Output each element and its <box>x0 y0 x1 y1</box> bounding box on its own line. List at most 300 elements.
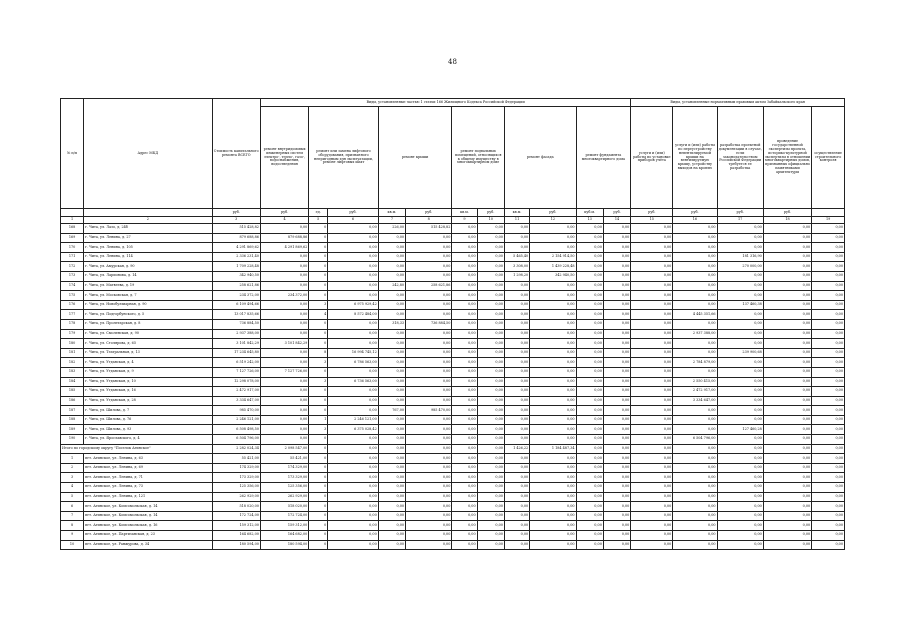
table-cell: 0,00 <box>328 502 379 512</box>
table-cell: 0,00 <box>530 531 576 541</box>
header-engineering: ремонт внутридомовых инженерных систем электро-, тепло-, газо-, водоснабжения, водоотведения <box>260 107 308 209</box>
table-cell: 0,00 <box>812 281 845 291</box>
address-cell: г. Чита, ул. Матвеева, д. 19 <box>84 281 212 291</box>
table-cell: 0,00 <box>452 252 477 262</box>
table-cell: 0,00 <box>406 291 452 301</box>
table-cell: 515 428,82 <box>212 224 260 234</box>
address-cell: г. Чита, ул. Шилова, д. 93 <box>84 425 212 435</box>
table-cell: 0,00 <box>576 454 603 464</box>
address-cell: г. Чита, ул. Амурская, д. 90 <box>84 262 212 272</box>
table-cell: 0,00 <box>576 243 603 253</box>
table-cell: 0,00 <box>576 339 603 349</box>
table-cell: 0,00 <box>530 319 576 329</box>
table-cell: 159 312,00 <box>212 521 260 531</box>
table-cell: 0,00 <box>717 243 763 253</box>
table-cell: 515 428,82 <box>406 224 452 234</box>
table-cell: 0,00 <box>260 252 308 262</box>
col-number: 18 <box>763 217 811 224</box>
table-cell: 0,00 <box>406 435 452 445</box>
table-cell: 0,00 <box>603 377 630 387</box>
table-cell: 0,00 <box>504 521 529 531</box>
table-cell: 0,00 <box>576 252 603 262</box>
table-cell: 0,00 <box>328 444 379 454</box>
table-cell: 2 246 121,00 <box>212 415 260 425</box>
table-cell: 0,00 <box>603 367 630 377</box>
table-cell: 0,00 <box>530 300 576 310</box>
table-row <box>61 483 845 493</box>
table-row <box>61 262 845 272</box>
table-cell: 0,00 <box>406 262 452 272</box>
row-number: 172 <box>61 262 84 272</box>
table-cell: 0,00 <box>406 531 452 541</box>
table-cell: 0,00 <box>406 387 452 397</box>
unit-cell: куб.м. <box>576 209 603 217</box>
table-cell: 0,00 <box>763 387 811 397</box>
table-cell: 0,00 <box>504 281 529 291</box>
table-cell: 342 940,50 <box>212 271 260 281</box>
table-cell: 0,00 <box>504 406 529 416</box>
table-cell: 0,00 <box>576 329 603 339</box>
table-cell: 0 <box>309 367 328 377</box>
table-cell: 0,00 <box>260 262 308 272</box>
table-cell: 2 472 917,00 <box>673 387 717 397</box>
table-cell: 0,00 <box>812 300 845 310</box>
table-cell: 0,00 <box>477 483 504 493</box>
table-cell: 0 <box>309 262 328 272</box>
table-cell: 0,00 <box>631 233 673 243</box>
col-number: 17 <box>717 217 763 224</box>
table-cell: 0,00 <box>406 483 452 493</box>
table-cell: 172 724,00 <box>260 511 308 521</box>
table-cell: 0,00 <box>504 425 529 435</box>
table-cell: 0 <box>309 252 328 262</box>
table-cell: 0,00 <box>763 329 811 339</box>
table-cell: 0,00 <box>530 463 576 473</box>
table-row <box>61 511 845 521</box>
table-cell: 0,00 <box>452 348 477 358</box>
header-group-regional: Виды, установленные нормативным правовым актом Забайкальского края <box>631 99 845 107</box>
table-cell: 0,00 <box>631 473 673 483</box>
table-cell: 0,00 <box>812 425 845 435</box>
row-number: 4 <box>61 483 84 493</box>
table-cell: 0 <box>309 339 328 349</box>
table-cell: 0,00 <box>603 435 630 445</box>
table-cell: 0,00 <box>406 463 452 473</box>
table-cell: 0,00 <box>763 492 811 502</box>
table-cell: 0,00 <box>504 377 529 387</box>
table-cell: 0,00 <box>504 358 529 368</box>
table-cell: 0,00 <box>406 473 452 483</box>
table-cell: 0,00 <box>406 329 452 339</box>
address-cell: г. Чита, ул. Лазо, д. 24б <box>84 224 212 234</box>
table-cell: 180 594,00 <box>212 540 260 550</box>
header-facade: ремонт фасада <box>504 107 576 209</box>
table-cell: 0,00 <box>378 377 405 387</box>
table-cell: 0,00 <box>576 310 603 320</box>
table-cell: 0,00 <box>576 425 603 435</box>
table-cell: 0,00 <box>673 367 717 377</box>
header-basement: ремонт подвальных помещений, относящихся к общему имуществу в многоквартирном доме <box>452 107 505 209</box>
table-cell: 342 940,50 <box>530 271 576 281</box>
table-cell: 0,00 <box>603 521 630 531</box>
row-number: 171 <box>61 252 84 262</box>
table-cell: 0,00 <box>631 252 673 262</box>
table-cell: 0,00 <box>477 492 504 502</box>
table-cell: 0,00 <box>260 377 308 387</box>
table-cell: 0,00 <box>530 348 576 358</box>
table-cell: 0,00 <box>812 483 845 493</box>
table-cell: 0,00 <box>477 262 504 272</box>
table-cell: 0,00 <box>530 387 576 397</box>
table-cell: 0,00 <box>406 358 452 368</box>
col-number: 5 <box>309 217 328 224</box>
table-cell: 0,00 <box>763 511 811 521</box>
table-cell: 0,00 <box>452 310 477 320</box>
table-cell: 6 375 028,42 <box>328 425 379 435</box>
table-cell: 0,00 <box>603 291 630 301</box>
table-cell: 0,00 <box>406 502 452 512</box>
table-cell: 55 421,00 <box>212 454 260 464</box>
table-cell: 0,00 <box>378 271 405 281</box>
col-number: 7 <box>378 217 405 224</box>
table-cell: 0,00 <box>631 224 673 234</box>
table-cell: 0,00 <box>504 540 529 550</box>
table-cell: 0,00 <box>378 454 405 464</box>
table-cell: 6 504 796,00 <box>673 435 717 445</box>
table-cell: 164 682,00 <box>260 531 308 541</box>
table-row <box>61 348 845 358</box>
table-cell: 0,00 <box>452 531 477 541</box>
address-cell: г. Чита, ул. Угданская, д. 28 <box>84 396 212 406</box>
table-cell: 0,00 <box>477 224 504 234</box>
col-number: 3 <box>212 217 260 224</box>
table-cell: 174 329,00 <box>212 463 260 473</box>
table-cell: 0,00 <box>452 521 477 531</box>
table-cell: 0,00 <box>812 444 845 454</box>
table-cell: 0,00 <box>452 396 477 406</box>
table-cell: 13 017 835,66 <box>212 310 260 320</box>
table-cell: 0,00 <box>452 502 477 512</box>
table-cell: 0,00 <box>477 425 504 435</box>
table-cell: 0,00 <box>717 454 763 464</box>
table-cell: 0,00 <box>530 396 576 406</box>
table-cell: 0,00 <box>763 463 811 473</box>
table-cell: 0,00 <box>576 387 603 397</box>
table-cell: 0,00 <box>452 435 477 445</box>
table-cell: 0,00 <box>504 483 529 493</box>
table-cell: 0,00 <box>477 300 504 310</box>
table-cell: 0,00 <box>763 540 811 550</box>
unit-cell: руб. <box>631 209 673 217</box>
table-cell: 0,00 <box>763 339 811 349</box>
table-cell: 0,00 <box>504 387 529 397</box>
table-cell: 0,00 <box>378 531 405 541</box>
table-cell: 0 <box>309 444 328 454</box>
table-cell: 0,00 <box>530 339 576 349</box>
table-cell: 0,00 <box>328 396 379 406</box>
table-cell: 4 <box>309 310 328 320</box>
header-elevator: ремонт или замена лифтового оборудования, признанного непригодным для эксплуатации, ремонт лифтовых шахт <box>309 107 378 209</box>
table-cell: 0,00 <box>673 463 717 473</box>
table-cell: 127 460,28 <box>717 425 763 435</box>
table-cell: 0,00 <box>603 252 630 262</box>
table-row <box>61 406 845 416</box>
table-cell: 0,00 <box>763 310 811 320</box>
unit-cell: руб. <box>763 209 811 217</box>
row-number: 6 <box>61 502 84 512</box>
table-cell: 0,00 <box>763 454 811 464</box>
table-cell: 0,00 <box>328 243 379 253</box>
table-cell: 6 786 563,00 <box>328 358 379 368</box>
table-cell: 2 098 547,00 <box>260 444 308 454</box>
table-cell: 0,00 <box>576 358 603 368</box>
table-cell: 0,00 <box>673 243 717 253</box>
table-cell: 0,00 <box>576 224 603 234</box>
table-cell: 0,00 <box>673 444 717 454</box>
table-row <box>61 540 845 550</box>
table-cell: 137 460,38 <box>717 300 763 310</box>
col-number: 4 <box>260 217 308 224</box>
table-cell: 0 <box>309 291 328 301</box>
table-cell: 2 550 415,00 <box>673 377 717 387</box>
address-cell: пгт. Агинское, ул. Партизанская, д. 23 <box>84 531 212 541</box>
table-cell: 0,00 <box>673 502 717 512</box>
table-cell: 3 334 647,00 <box>673 396 717 406</box>
table-cell: 0,00 <box>576 531 603 541</box>
table-cell: 0,00 <box>530 435 576 445</box>
table-cell: 0,00 <box>717 377 763 387</box>
table-cell: 164 682,00 <box>212 531 260 541</box>
table-cell: 736 884,50 <box>212 319 260 329</box>
table-cell: 0,00 <box>631 367 673 377</box>
table-cell: 0,00 <box>717 531 763 541</box>
table-cell: 0,00 <box>378 300 405 310</box>
table-cell: 234 372,00 <box>212 291 260 301</box>
table-cell: 3 <box>309 358 328 368</box>
table-cell: 0,00 <box>452 540 477 550</box>
table-cell: 0,00 <box>530 483 576 493</box>
address-cell: г. Чита, ул. Угданская, д. 10 <box>84 377 212 387</box>
table-cell: 0,00 <box>603 339 630 349</box>
table-cell: 0,00 <box>477 415 504 425</box>
table-cell: 0,00 <box>812 367 845 377</box>
header-group-federal: Виды, установленные частью 1 статьи 166 Жилищного Кодекса Российской Федерации <box>260 99 630 107</box>
table-cell: 0,00 <box>812 224 845 234</box>
table-cell: 8 <box>309 348 328 358</box>
table-cell: 0,00 <box>603 233 630 243</box>
table-cell: 3 101 842,29 <box>212 339 260 349</box>
table-cell: 0,00 <box>260 406 308 416</box>
table-cell: 0,00 <box>328 483 379 493</box>
table-cell: 0,00 <box>452 319 477 329</box>
table-cell: 879 688,86 <box>260 233 308 243</box>
row-number: 187 <box>61 406 84 416</box>
table-row <box>61 454 845 464</box>
table-cell: 0,00 <box>812 531 845 541</box>
table-cell: 0 <box>309 233 328 243</box>
table-cell: 0,00 <box>504 319 529 329</box>
table-cell: 258 621,86 <box>406 281 452 291</box>
table-cell: 0,00 <box>452 406 477 416</box>
table-cell: 0,00 <box>328 329 379 339</box>
table-cell: 0,00 <box>504 310 529 320</box>
table-cell: 0,00 <box>260 387 308 397</box>
table-cell: 0,00 <box>631 310 673 320</box>
address-cell: пгт. Агинское, ул. Ранжурова, д. 34 <box>84 540 212 550</box>
table-cell: 0,00 <box>378 521 405 531</box>
table-cell: 0,00 <box>378 511 405 521</box>
table-row <box>61 377 845 387</box>
table-cell: 0,00 <box>673 473 717 483</box>
subtotal-label: Итого по городскому округу "Поселок Агинское" <box>61 444 213 454</box>
table-cell: 0,00 <box>717 444 763 454</box>
table-cell: 0,00 <box>504 243 529 253</box>
table-cell: 0,00 <box>406 377 452 387</box>
table-cell: 234 372,00 <box>260 291 308 301</box>
table-cell: 0,00 <box>673 281 717 291</box>
table-cell: 0,00 <box>812 377 845 387</box>
table-row <box>61 367 845 377</box>
table-cell: 0,00 <box>576 511 603 521</box>
table-cell: 0,00 <box>576 291 603 301</box>
address-cell: пгт. Агинское, ул. Комсомольская, д. 14 <box>84 502 212 512</box>
table-row <box>61 521 845 531</box>
row-number: 3 <box>61 473 84 483</box>
table-cell: 0,00 <box>406 233 452 243</box>
table-cell: 1 184 487,34 <box>530 444 576 454</box>
table-row <box>61 387 845 397</box>
table-cell: 8 572 484,00 <box>328 310 379 320</box>
table-cell: 0,00 <box>603 243 630 253</box>
address-cell: пгт. Агинское, ул. Ленина, д. 71 <box>84 473 212 483</box>
table-cell: 0,00 <box>477 348 504 358</box>
table-cell: 0,00 <box>406 540 452 550</box>
table-cell: 0,00 <box>406 271 452 281</box>
table-cell: 3 101 842,29 <box>260 339 308 349</box>
table-cell: 0,00 <box>673 540 717 550</box>
table-cell: 0,00 <box>673 262 717 272</box>
table-cell: 2 472 917,00 <box>212 387 260 397</box>
table-cell: 0,00 <box>673 492 717 502</box>
table-cell: 0,00 <box>477 502 504 512</box>
row-number: 8 <box>61 521 84 531</box>
table-cell: 0,00 <box>328 262 379 272</box>
table-cell: 0,00 <box>406 310 452 320</box>
table-cell: 0,00 <box>603 444 630 454</box>
table-cell: 0,00 <box>530 415 576 425</box>
table-cell: 0,00 <box>378 233 405 243</box>
table-cell: 0,00 <box>763 483 811 493</box>
table-cell: 0,00 <box>673 319 717 329</box>
table-cell: 0,00 <box>530 521 576 531</box>
table-cell: 7 127 726,00 <box>212 367 260 377</box>
table-cell: 0,00 <box>673 339 717 349</box>
table-cell: 0,00 <box>530 454 576 464</box>
table-cell: 0,00 <box>452 444 477 454</box>
table-cell: 0,00 <box>504 415 529 425</box>
table-cell: 0,00 <box>631 387 673 397</box>
table-cell: 258 621,86 <box>212 281 260 291</box>
address-cell: г. Чита, ул. Ленина, д. 105 <box>84 243 212 253</box>
table-cell: 0,00 <box>530 540 576 550</box>
table-cell: 0,00 <box>576 271 603 281</box>
table-cell: 0,00 <box>378 425 405 435</box>
table-cell: 0,00 <box>452 511 477 521</box>
table-cell: 0,00 <box>452 358 477 368</box>
table-cell: 0,00 <box>763 271 811 281</box>
table-cell: 0,00 <box>631 348 673 358</box>
unit-cell: руб. <box>260 209 308 217</box>
table-cell: 0,00 <box>530 291 576 301</box>
table-cell: 239 900,68 <box>717 348 763 358</box>
table-cell: 262 929,00 <box>212 492 260 502</box>
table-cell: 0,00 <box>328 492 379 502</box>
table-cell: 1 426,22 <box>504 444 529 454</box>
header-metering: услуги и (или) работы по установке приборов учёта <box>631 107 673 209</box>
header-total: Стоимость капитального ремонта ВСЕГО <box>212 99 260 209</box>
table-cell: 3 308,00 <box>504 262 529 272</box>
table-cell: 0,00 <box>260 396 308 406</box>
table-cell: 0,00 <box>763 224 811 234</box>
col-number: 11 <box>504 217 529 224</box>
table-cell: 0,00 <box>378 310 405 320</box>
table-cell: 0,00 <box>631 329 673 339</box>
table-cell: 0,00 <box>631 358 673 368</box>
address-cell: г. Чита, ул. Ленина, д. 27 <box>84 233 212 243</box>
table-cell: 173 329,00 <box>212 473 260 483</box>
header-foundation: ремонт фундамента многоквартирного дома <box>576 107 631 209</box>
table-cell: 0,00 <box>603 540 630 550</box>
row-number: 2 <box>61 463 84 473</box>
table-cell: 0,00 <box>717 415 763 425</box>
address-cell: пгт. Агинское, ул. Ленина, д. 63 <box>84 454 212 464</box>
table-cell: 0,00 <box>378 492 405 502</box>
table-cell: 0,00 <box>812 463 845 473</box>
row-number: 176 <box>61 300 84 310</box>
table-cell: 0,00 <box>504 511 529 521</box>
row-number: 183 <box>61 367 84 377</box>
table-cell: 0,00 <box>477 271 504 281</box>
table-cell: 3 <box>309 377 328 387</box>
table-cell: 7 127 726,00 <box>260 367 308 377</box>
table-cell: 0,00 <box>452 473 477 483</box>
table-cell: 0,00 <box>504 473 529 483</box>
table-cell: 0,00 <box>260 329 308 339</box>
column-numbers-row <box>61 217 845 224</box>
table-body <box>61 224 845 550</box>
table-cell: 0,00 <box>763 415 811 425</box>
table-cell: 0,00 <box>812 271 845 281</box>
row-number: 178 <box>61 319 84 329</box>
table-cell: 0 <box>309 281 328 291</box>
table-cell: 0,00 <box>717 310 763 320</box>
table-row <box>61 425 845 435</box>
table-cell: 0,00 <box>504 454 529 464</box>
table-cell: 0,00 <box>603 300 630 310</box>
table-cell: 0,00 <box>477 310 504 320</box>
table-cell: 0,00 <box>576 233 603 243</box>
table-cell: 0,00 <box>452 463 477 473</box>
table-cell: 6 109 494,66 <box>212 300 260 310</box>
row-number: 9 <box>61 531 84 541</box>
table-cell: 0,00 <box>603 425 630 435</box>
table-cell: 0,00 <box>673 511 717 521</box>
table-cell: 0,00 <box>378 483 405 493</box>
table-cell: 0,00 <box>260 415 308 425</box>
address-cell: пгт. Агинское, ул. Комсомольская, д. 14 <box>84 511 212 521</box>
address-cell: г. Чита, ул. Пролетарская, д. 8 <box>84 319 212 329</box>
table-cell: 159 312,00 <box>260 521 308 531</box>
